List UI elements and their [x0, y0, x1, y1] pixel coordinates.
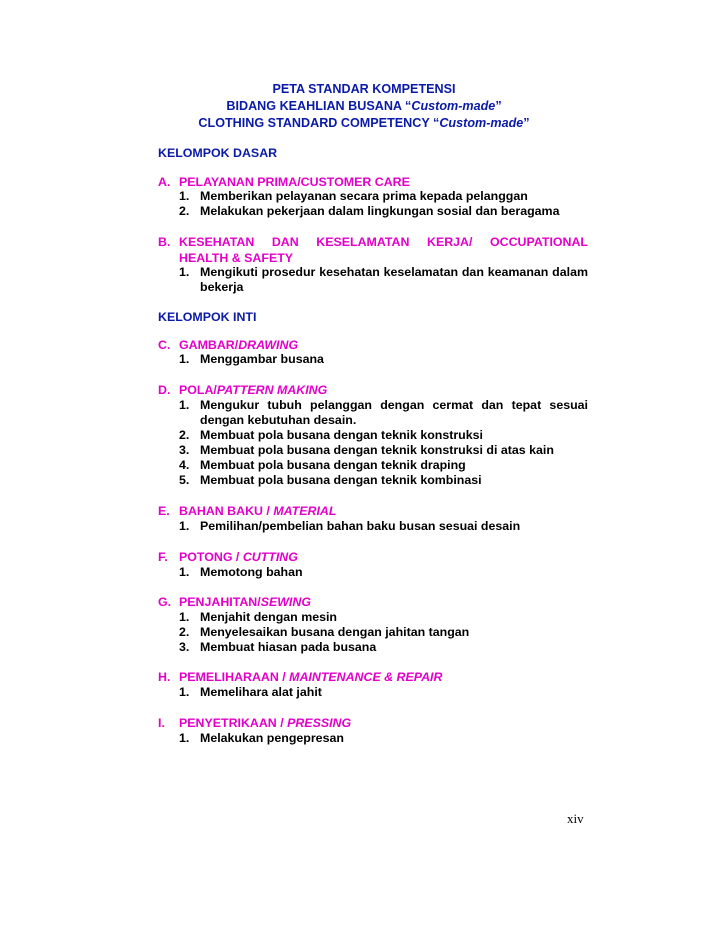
- doc-title-line2-post: ”: [495, 99, 502, 113]
- section-i-list: [179, 731, 588, 746]
- item-text: Membuat pola busana dengan teknik konstruksi di atas kain: [200, 443, 554, 457]
- item-number: 1.: [179, 189, 190, 203]
- list-item: [179, 204, 588, 219]
- section-title-em: PRESSING: [287, 716, 352, 730]
- doc-title-line3-em: Custom-made: [439, 116, 524, 130]
- list-item: [179, 265, 588, 295]
- item-number: 2.: [179, 625, 190, 639]
- section-h-heading: [158, 669, 588, 685]
- item-text: Mengukur tubuh pelanggan dengan cermat dan tepat sesuai dengan kebutuhan desain.: [200, 398, 588, 427]
- doc-title-line2-pre: BIDANG KEAHLIAN BUSANA “: [226, 99, 412, 113]
- section-title-text: PENYETRIKAAN /: [179, 716, 288, 730]
- section-title-text: PENJAHITAN/: [179, 595, 261, 609]
- section-letter: I.: [158, 716, 165, 730]
- section-e-list: [179, 519, 588, 534]
- section-title-text: PELAYANAN PRIMA/CUSTOMER CARE: [179, 175, 410, 189]
- section-title: [179, 549, 588, 565]
- section-letter: F.: [158, 550, 168, 564]
- doc-title-line3-pre: CLOTHING STANDARD COMPETENCY “: [198, 116, 440, 130]
- item-text: Melakukan pengepresan: [200, 731, 344, 745]
- section-title: [179, 382, 588, 398]
- section-d-heading: [158, 382, 588, 398]
- item-text: Membuat hiasan pada busana: [200, 640, 377, 654]
- item-number: 1.: [179, 731, 190, 745]
- section-letter: E.: [158, 504, 170, 518]
- item-number: 2.: [179, 428, 190, 442]
- item-text: Mengikuti prosedur kesehatan keselamatan dan keamanan dalam bekerja: [200, 265, 588, 294]
- doc-title-line2-em: Custom-made: [411, 99, 496, 113]
- section-title: [179, 337, 588, 353]
- page-number: xiv: [567, 811, 584, 826]
- doc-title-line1: [0, 82, 728, 96]
- group-heading-inti: KELOMPOK INTI: [158, 310, 257, 324]
- section-e-heading: [158, 503, 588, 519]
- section-a-list: [179, 189, 588, 219]
- list-item: [179, 473, 588, 488]
- section-c-heading: [158, 337, 588, 353]
- list-item: [179, 640, 588, 655]
- section-title: [179, 669, 588, 685]
- section-letter: A.: [158, 175, 171, 189]
- item-number: 4.: [179, 458, 190, 472]
- section-letter: D.: [158, 383, 171, 397]
- list-item: [179, 428, 588, 443]
- section-title-text: BAHAN BAKU /: [179, 504, 274, 518]
- list-item: [179, 685, 588, 700]
- list-item: [179, 625, 588, 640]
- item-number: 1.: [179, 565, 190, 579]
- section-f-heading: [158, 549, 588, 565]
- section-letter: G.: [158, 595, 172, 609]
- section-f-list: [179, 565, 588, 580]
- section-title-text: GAMBAR/: [179, 338, 239, 352]
- item-text: Memberikan pelayanan secara prima kepada pelanggan: [200, 189, 528, 203]
- section-g-heading: [158, 594, 588, 610]
- section-title-em: DRAWING: [238, 338, 299, 352]
- item-text: Pemilihan/pembelian bahan baku busan sesuai desain: [200, 519, 521, 533]
- item-number: 1.: [179, 398, 190, 412]
- section-c-list: [179, 352, 588, 367]
- section-title-line2: HEALTH & SAFETY: [179, 251, 294, 265]
- section-b-list: [179, 265, 588, 295]
- section-letter: B.: [158, 235, 171, 249]
- list-item: [179, 565, 588, 580]
- section-title: KESEHATAN DAN KESELAMATAN KERJA/ OCCUPATIONAL: [179, 235, 588, 249]
- section-title-em: PATTERN MAKING: [216, 383, 328, 397]
- section-title-em: SEWING: [260, 595, 311, 609]
- section-i-heading: [158, 715, 588, 731]
- list-item: [179, 458, 588, 473]
- section-g-list: [179, 610, 588, 655]
- section-d-list: [179, 398, 588, 488]
- list-item: [179, 443, 588, 458]
- section-title: [179, 174, 588, 190]
- item-number: 1.: [179, 610, 190, 624]
- section-title-text: POTONG /: [179, 550, 243, 564]
- section-b-heading: [158, 234, 588, 266]
- section-a-heading: [158, 174, 588, 190]
- list-item: [179, 610, 588, 625]
- group-heading-dasar: KELOMPOK DASAR: [158, 146, 278, 160]
- list-item: [179, 398, 588, 428]
- item-text: Memelihara alat jahit: [200, 685, 322, 699]
- item-text: Membuat pola busana dengan teknik draping: [200, 458, 466, 472]
- item-text: Menjahit dengan mesin: [200, 610, 338, 624]
- section-title-text: POLA/: [179, 383, 217, 397]
- section-title: [179, 715, 588, 731]
- list-item: [179, 519, 588, 534]
- item-text: Menggambar busana: [200, 352, 324, 366]
- section-title-em: MAINTENANCE & REPAIR: [289, 670, 443, 684]
- section-title: [179, 594, 588, 610]
- doc-title-line2: [0, 99, 728, 113]
- doc-title-text: PETA STANDAR KOMPETENSI: [272, 82, 456, 96]
- doc-title-line3-post: ”: [523, 116, 530, 130]
- item-text: Menyelesaikan busana dengan jahitan tangan: [200, 625, 470, 639]
- item-number: 3.: [179, 443, 190, 457]
- item-number: 1.: [179, 519, 190, 533]
- section-title-em: MATERIAL: [273, 504, 337, 518]
- section-letter: C.: [158, 338, 171, 352]
- item-text: Membuat pola busana dengan teknik kombinasi: [200, 473, 482, 487]
- item-number: 2.: [179, 204, 190, 218]
- list-item: [179, 189, 588, 204]
- item-number: 3.: [179, 640, 190, 654]
- section-title: [179, 503, 588, 519]
- list-item: [179, 731, 588, 746]
- item-number: 1.: [179, 265, 190, 279]
- item-text: Membuat pola busana dengan teknik konstruksi: [200, 428, 483, 442]
- section-letter: H.: [158, 670, 171, 684]
- doc-title-line3: [0, 116, 728, 130]
- item-text: Memotong bahan: [200, 565, 303, 579]
- section-title-em: CUTTING: [242, 550, 298, 564]
- item-number: 1.: [179, 352, 190, 366]
- item-text: Melakukan pekerjaan dalam lingkungan sosial dan beragama: [200, 204, 560, 218]
- item-number: 1.: [179, 685, 190, 699]
- section-title-text: PEMELIHARAAN /: [179, 670, 290, 684]
- section-h-list: [179, 685, 588, 700]
- list-item: [179, 352, 588, 367]
- item-number: 5.: [179, 473, 190, 487]
